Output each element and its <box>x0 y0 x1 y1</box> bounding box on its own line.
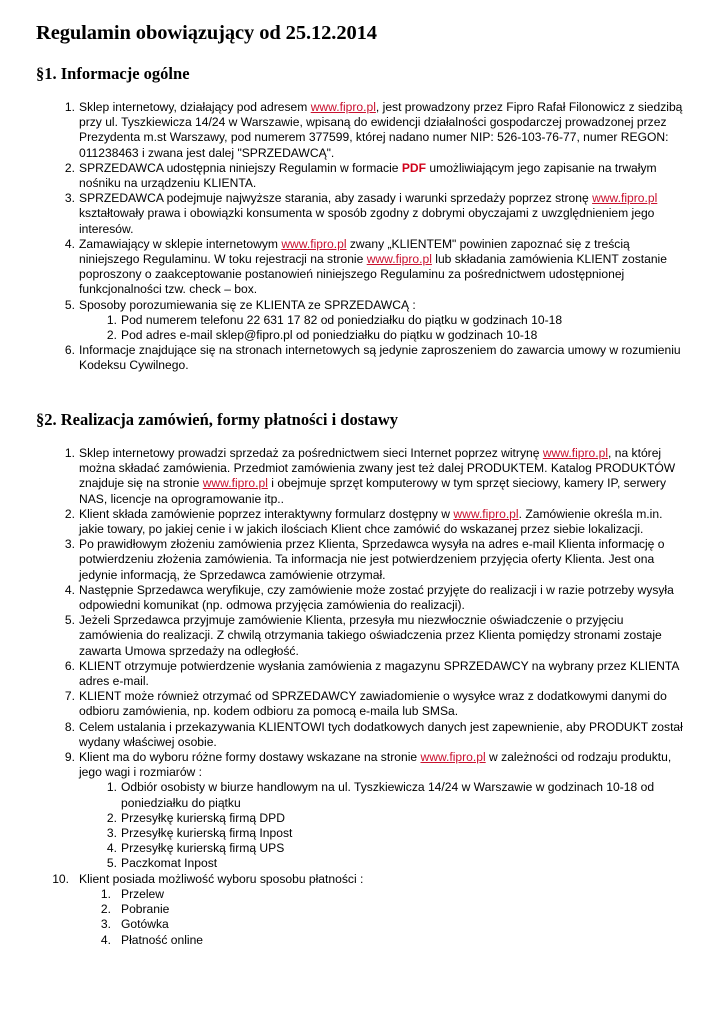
sub-list-item <box>106 780 689 810</box>
item-number: 3. <box>64 537 75 552</box>
sub-list-item <box>106 312 689 328</box>
item-number: 5. <box>64 613 75 628</box>
item-number: 4. <box>106 841 117 856</box>
list-item <box>64 236 691 298</box>
list-item <box>64 689 691 719</box>
list-item <box>64 446 691 507</box>
sub-list <box>100 886 689 948</box>
item-number: 7. <box>64 689 75 704</box>
item-number: 1. <box>106 312 117 327</box>
item-number: 1. <box>64 446 75 460</box>
sub-list-item <box>106 856 689 871</box>
item-text: Pobranie <box>121 902 170 917</box>
item-number: 1. <box>100 886 111 901</box>
item-number: 6. <box>64 658 75 673</box>
website-link[interactable]: www.fipro.pl <box>542 446 609 460</box>
list-item <box>64 343 691 373</box>
item-text: Zamawiający w sklepie internetowym <box>79 236 282 251</box>
website-link[interactable]: www.fipro.pl <box>310 100 376 114</box>
item-text: Jeżeli Sprzedawca przyjmuje zamówienie Klienta, przesyła mu niezwłocznie oświadczenie o przyjęciu zamówienia do realizacji. Z chwilą otrzymania takiego oświadczenia przez Klienta pomiędzy stronami zostaje zawarta Umowa sprzedaży na odległość. <box>79 613 662 658</box>
item-text: , jest prowadzony przez Fipro Rafał Filonowicz z siedzibą przy ul. Tyszkiewicza 14/24 w Warszawie, wpisaną do ewidencji działalności gospodarczej prowadzonej przez Prezydenta m.st Warszawy, pod numerem 377599, której nadano numer NIP: 526-103-76-77, numer REGON: 011238463 i zwana jest dalej "SPRZEDAWCĄ". <box>79 100 683 160</box>
item-text: SPRZEDAWCA podejmuje najwyższe starania, aby zasady i warunki sprzedaży poprzez stronę <box>79 191 593 206</box>
sub-list-item <box>106 810 689 826</box>
item-text: lub składania zamówienia KLIENT zostanie poproszony o zaakceptowanie postanowień niniejszego Regulaminu za pośrednictwem udostępnionej funkcjonalności tzw. check – box. <box>79 252 667 297</box>
list-item <box>64 297 691 344</box>
page-title: Regulamin obowiązujący od 25.12.2014 <box>36 22 377 44</box>
item-number: 5. <box>64 297 75 312</box>
item-number: 4. <box>64 582 75 597</box>
item-text: Informacje znajdujące się na stronach internetowych są jedynie zaproszeniem do zawarcia umowy w rozumieniu Kodeksu Cywilnego. <box>79 343 681 373</box>
item-text: Klient składa zamówienie poprzez interaktywny formularz dostępny w <box>79 506 454 521</box>
item-number: 2. <box>106 810 117 825</box>
item-text: KLIENT może również otrzymać od SPRZEDAWCY zawiadomienie o wysyłce wraz z dodatkowymi danymi do odbioru zamówienia, np. kodem odbioru za pomocą e-maila lub SMSa. <box>79 689 667 719</box>
item-text: Pod numerem telefonu 22 631 17 82 od poniedziałku do piątku w godzinach 10-18 <box>121 312 563 327</box>
item-number: 10. <box>52 871 69 886</box>
sub-list-item <box>106 841 689 856</box>
item-text: umożliwiającym jego zapisanie na trwałym nośniku na urządzeniu KLIENTA. <box>79 160 657 191</box>
website-link[interactable]: www.fipro.pl <box>366 252 432 267</box>
item-text: Klient ma do wyboru różne formy dostawy wskazane na stronie <box>79 750 421 765</box>
item-number: 4. <box>64 236 75 251</box>
list-item <box>64 582 691 613</box>
item-number: 1. <box>106 780 117 795</box>
website-link[interactable]: www.fipro.pl <box>202 476 268 491</box>
sub-list-item <box>106 826 689 841</box>
list-item <box>64 750 691 872</box>
item-text: zwany „KLIENTEM" powinien zapoznać się z treścią niniejszego Regulaminu. W toku rejestracji na stronie <box>79 236 630 267</box>
list-item <box>64 537 691 583</box>
item-text: Sklep internetowy prowadzi sprzedaż za pośrednictwem sieci Internet poprzez witrynę <box>79 446 543 460</box>
sub-list-item <box>106 328 689 343</box>
item-text: Sposoby porozumiewania się ze KLIENTA ze SPRZEDAWCĄ : <box>79 297 416 312</box>
item-text: Przesyłkę kurierską firmą DPD <box>121 810 285 825</box>
website-link[interactable]: www.fipro.pl <box>281 236 347 251</box>
item-number: 8. <box>64 719 75 734</box>
item-text: SPRZEDAWCA udostępnia niniejszy Regulamin w formacie <box>79 160 402 175</box>
list-item <box>64 506 691 537</box>
list-item <box>64 191 691 237</box>
item-text: Pod adres e-mail sklep@fipro.pl od poniedziałku do piątku w godzinach 10-18 <box>121 328 538 343</box>
item-number: 5. <box>106 856 117 871</box>
list-item <box>52 871 691 948</box>
list-item <box>64 100 691 161</box>
item-text: Paczkomat Inpost <box>121 856 218 871</box>
item-text: i obejmuje sprzęt komputerowy w tym sprzęt sieciowy, kamery IP, serwery NAS, licencje na oprogramowanie itp.. <box>79 476 667 506</box>
item-text: Klient posiada możliwość wyboru sposobu płatności : <box>79 871 364 886</box>
list-item <box>64 613 691 659</box>
section-2-list <box>52 446 691 948</box>
item-text: Gotówka <box>121 917 169 932</box>
sub-list <box>106 780 689 871</box>
sub-list-item <box>100 902 689 917</box>
item-text: w zależności od rodzaju produktu, jego wagi i rozmiarów : <box>79 750 672 780</box>
sub-list-item <box>100 886 689 902</box>
website-link[interactable]: www.fipro.pl <box>592 191 658 206</box>
item-number: 9. <box>64 750 75 765</box>
item-number: 6. <box>64 343 75 358</box>
item-number: 2. <box>106 328 117 343</box>
website-link[interactable]: www.fipro.pl <box>420 750 486 765</box>
item-text: Przelew <box>121 886 165 901</box>
sub-list <box>106 312 689 343</box>
item-text: Przesyłkę kurierską firmą Inpost <box>121 826 293 841</box>
item-text: Płatność online <box>121 932 204 947</box>
item-number: 4. <box>100 932 111 947</box>
pdf-format-label: PDF <box>401 160 427 175</box>
item-text: , na której można składać zamówienia. Przedmiot zamówienia zwany jest też dalej PRODUKTEM. Katalog PRODUKTÓW znajduje się na stronie <box>79 446 676 491</box>
item-text: . Zamówienie określa m.in. jakie towary, po jakiej cenie i w jakich ilościach Klient chce zamówić do wskazanej przez siebie lokalizacji. <box>79 506 663 537</box>
section-2-heading: §2. Realizacja zamówień, formy płatności i dostawy <box>36 410 399 429</box>
sub-list-item <box>100 917 689 932</box>
item-number: 3. <box>106 826 117 841</box>
list-item <box>64 658 691 689</box>
item-number: 1. <box>64 100 75 114</box>
item-text: Celem ustalania i przekazywania KLIENTOWI tych dodatkowych danych jest zapewnienie, aby PRODUKT został wydany właściwej osobie. <box>79 719 683 749</box>
item-text: Przesyłkę kurierską firmą UPS <box>121 841 285 856</box>
item-number: 2. <box>64 160 75 175</box>
list-item <box>64 719 691 750</box>
item-number: 3. <box>100 917 111 932</box>
item-number: 3. <box>64 191 75 206</box>
sub-list-item <box>100 932 689 948</box>
item-text: Sklep internetowy, działający pod adresem <box>79 100 311 114</box>
item-number: 2. <box>100 902 111 917</box>
website-link[interactable]: www.fipro.pl <box>453 506 519 521</box>
item-number: 2. <box>64 506 75 521</box>
item-text: Po prawidłowym złożeniu zamówienia przez Klienta, Sprzedawca wysyła na adres e-mail Klienta informację o potwierdzeniu złożenia zamówienia. Ta informacja nie jest potwierdzeniem przyjęcia oferty Klienta. Jest ona jedynie informacją, że Sprzedawca zamówienie otrzymał. <box>79 537 665 582</box>
item-text: kształtowały prawa i obowiązki konsumenta w sposób zgodny z dobrymi obyczajami z uwzględnieniem jego interesów. <box>79 206 655 236</box>
item-text: Odbiór osobisty w biurze handlowym na ul. Tyszkiewicza 14/24 w Warszawie w godzinach 10-18 od poniedziałku do piątku <box>121 780 655 810</box>
list-item <box>64 160 691 191</box>
section-1-list <box>64 100 691 374</box>
item-text: Następnie Sprzedawca weryfikuje, czy zamówienie może zostać przyjęte do realizacji i w razie potrzeby wysyła odpowiedni komunikat (np. odmowa przyjęcia zamówienia do realizacji). <box>79 582 674 613</box>
item-text: KLIENT otrzymuje potwierdzenie wysłania zamówienia z magazynu SPRZEDAWCY na wybrany przez KLIENTA adres e-mail. <box>79 658 679 689</box>
section-1-heading: §1. Informacje ogólne <box>36 64 190 83</box>
